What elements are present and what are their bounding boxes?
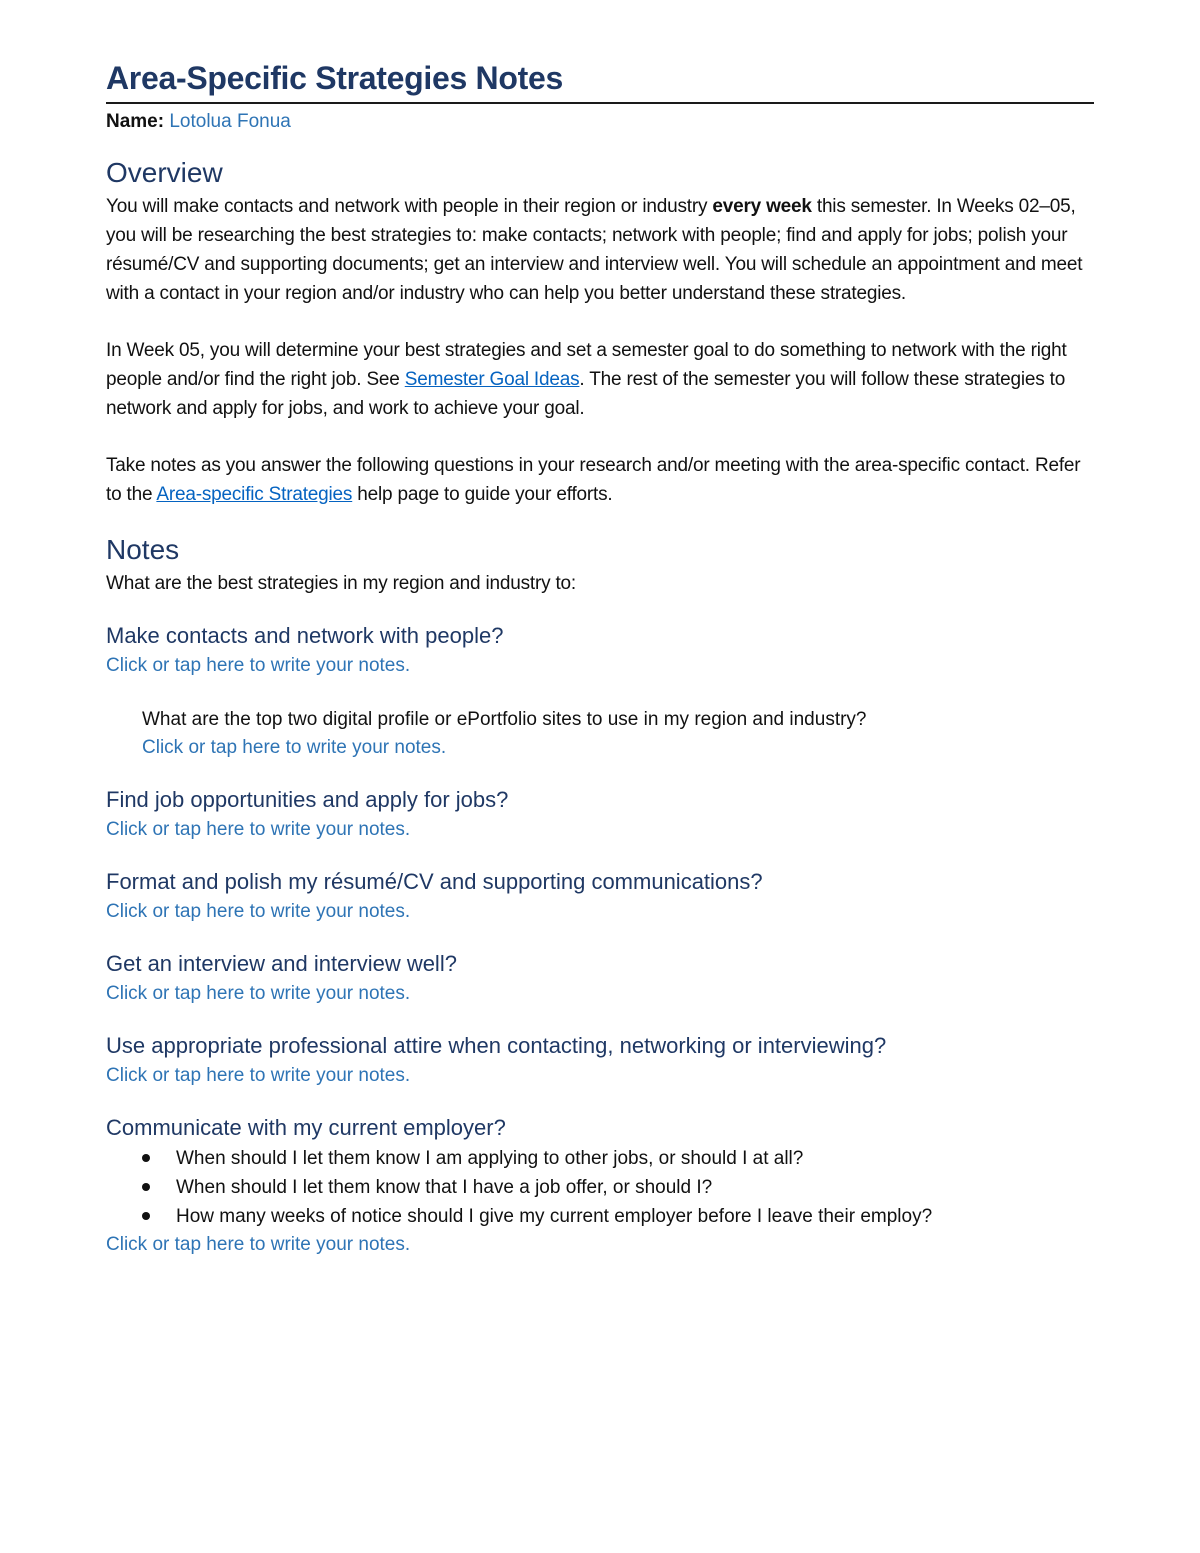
notes-field-attire[interactable]: Click or tap here to write your notes. xyxy=(106,1065,411,1086)
question-resume-heading: Format and polish my résumé/CV and supporting communications? xyxy=(106,869,763,894)
list-item xyxy=(106,1144,1094,1173)
semester-goal-ideas-link[interactable]: Semester Goal Ideas xyxy=(404,369,580,390)
notes-field-eportfolio[interactable]: Click or tap here to write your notes. xyxy=(142,737,447,758)
name-line xyxy=(106,108,1094,136)
question-interview-heading: Get an interview and interview well? xyxy=(106,951,457,976)
notes-field-interview[interactable]: Click or tap here to write your notes. xyxy=(106,983,411,1004)
overview-p3-text-rest: help page to guide your efforts. xyxy=(352,484,613,505)
overview-p1-text: You will make contacts and network with people in their region or industry xyxy=(106,196,713,217)
name-field[interactable]: Lotolua Fonua xyxy=(169,111,291,132)
overview-paragraph-1 xyxy=(106,192,1094,308)
question-jobs-heading: Find job opportunities and apply for jobs? xyxy=(106,787,509,812)
employer-bullet-list xyxy=(106,1144,1094,1231)
bullet-text: When should I let them know I am applying to other jobs, or should I at all? xyxy=(176,1148,804,1169)
overview-heading: Overview xyxy=(106,157,223,188)
subquestion-eportfolio: What are the top two digital profile or ePortfolio sites to use in my region and industry? xyxy=(142,709,867,730)
bullet-icon xyxy=(142,1212,150,1220)
subquestion-block xyxy=(142,706,1094,762)
name-label: Name: xyxy=(106,111,165,132)
overview-p2-text-rest: . The rest of the semester you will follow these strategies to network and apply for jobs, and work to achieve your goal. xyxy=(106,369,1066,419)
overview-p2-text: In Week 05, you will determine your best strategies and set a semester goal to do something to network with the right people and/or find the right job. See xyxy=(106,340,1067,390)
notes-field-employer[interactable]: Click or tap here to write your notes. xyxy=(106,1234,411,1255)
document-title: Area-Specific Strategies Notes xyxy=(106,58,1094,104)
notes-field-network[interactable]: Click or tap here to write your notes. xyxy=(106,655,411,676)
bullet-icon xyxy=(142,1154,150,1162)
bullet-icon xyxy=(142,1183,150,1191)
question-network-heading: Make contacts and network with people? xyxy=(106,623,504,648)
list-item xyxy=(106,1202,1094,1231)
overview-p1-bold: every week xyxy=(712,196,812,217)
list-item xyxy=(106,1173,1094,1202)
notes-field-resume[interactable]: Click or tap here to write your notes. xyxy=(106,901,411,922)
overview-paragraph-2 xyxy=(106,336,1094,423)
document-page xyxy=(106,58,1094,1259)
overview-p1-text-rest: this semester. In Weeks 02–05, you will be researching the best strategies to: make contacts; network with people; find and apply for jobs; polish your résumé/CV and supporting documents; get an interview and interview well. You will schedule an appointment and meet with a contact in your region and/or industry who can help you better understand these strategies. xyxy=(106,196,1083,304)
overview-p3-text: Take notes as you answer the following questions in your research and/or meeting with the area-specific contact. Refer to the xyxy=(106,455,1081,505)
bullet-text: How many weeks of notice should I give my current employer before I leave their employ? xyxy=(176,1206,933,1227)
bullet-text: When should I let them know that I have a job offer, or should I? xyxy=(176,1177,713,1198)
overview-paragraph-3 xyxy=(106,451,1094,509)
notes-heading: Notes xyxy=(106,534,180,565)
question-attire-heading: Use appropriate professional attire when contacting, networking or interviewing? xyxy=(106,1033,887,1058)
question-employer-heading: Communicate with my current employer? xyxy=(106,1115,506,1140)
notes-field-jobs[interactable]: Click or tap here to write your notes. xyxy=(106,819,411,840)
area-specific-strategies-link[interactable]: Area-specific Strategies xyxy=(156,484,353,505)
notes-intro: What are the best strategies in my region and industry to: xyxy=(106,573,576,594)
